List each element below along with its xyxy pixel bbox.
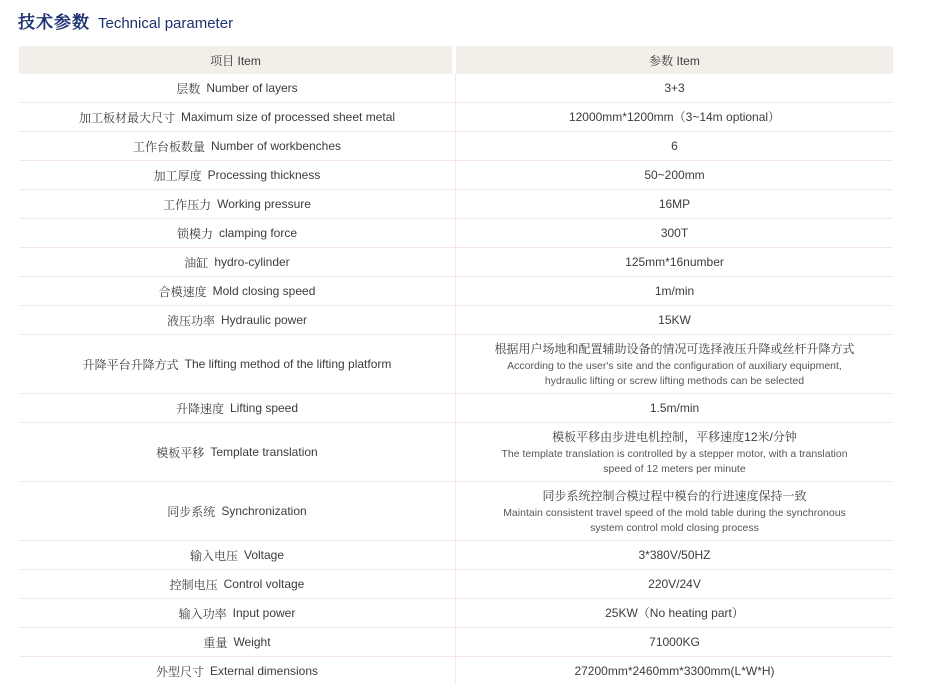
value-text: 3*380V/50HZ xyxy=(638,547,711,562)
table-row xyxy=(19,570,893,599)
value-cell xyxy=(456,423,893,481)
value-cell xyxy=(456,248,893,276)
item-cell xyxy=(19,161,456,189)
value-text: 71000KG xyxy=(649,634,700,649)
table-row xyxy=(19,74,893,103)
item-cell xyxy=(19,132,456,160)
table-row xyxy=(19,335,893,394)
item-label-en: Voltage xyxy=(243,548,285,562)
table-row xyxy=(19,161,893,190)
table-row xyxy=(19,599,893,628)
page-title xyxy=(18,8,947,33)
item-cell xyxy=(19,482,456,540)
item-label-en: Synchronization xyxy=(221,504,307,518)
item-label-en: Weight xyxy=(233,635,271,649)
value-text: 15KW xyxy=(658,312,691,327)
table-row xyxy=(19,277,893,306)
table-row xyxy=(19,190,893,219)
header-item-cell: 项目 Item xyxy=(19,46,452,74)
item-cell xyxy=(19,423,456,481)
item-label-zh: 输入电压 xyxy=(189,548,238,563)
item-label-zh: 升降平台升降方式 xyxy=(82,357,179,372)
value-text: 6 xyxy=(671,138,678,153)
value-cell xyxy=(456,335,893,393)
item-label-zh: 控制电压 xyxy=(169,577,218,592)
value-text: 1m/min xyxy=(654,283,695,298)
item-label-en: Hydraulic power xyxy=(220,313,308,327)
item-cell xyxy=(19,628,456,656)
item-label-en: clamping force xyxy=(218,226,298,240)
value-cell xyxy=(456,394,893,422)
item-label-en: Control voltage xyxy=(223,577,305,591)
table-row xyxy=(19,628,893,657)
value-line-zh: 同步系统控制合模过程中模台的行进速度保持一致 xyxy=(542,488,807,503)
item-cell xyxy=(19,277,456,305)
value-cell xyxy=(456,599,893,627)
item-label-zh: 合模速度 xyxy=(158,284,207,299)
table-row xyxy=(19,657,893,685)
table-row xyxy=(19,394,893,423)
technical-parameter-table xyxy=(19,46,893,685)
value-cell xyxy=(456,161,893,189)
value-cell xyxy=(456,132,893,160)
value-line-en: Maintain consistent travel speed of the mold table during the synchronous xyxy=(503,506,846,519)
table-row xyxy=(19,541,893,570)
value-line-en: According to the user's site and the configuration of auxiliary equipment, xyxy=(507,359,842,372)
item-cell xyxy=(19,219,456,247)
item-cell xyxy=(19,74,456,102)
item-label-zh: 锁模力 xyxy=(176,226,213,241)
item-label-en: Working pressure xyxy=(217,197,311,211)
item-label-zh: 工作压力 xyxy=(163,197,212,212)
item-label-en: Template translation xyxy=(210,445,318,459)
item-label-en: The lifting method of the lifting platform xyxy=(184,357,392,371)
value-cell xyxy=(456,541,893,569)
item-cell xyxy=(19,190,456,218)
value-cell xyxy=(456,306,893,334)
item-label-zh: 升降速度 xyxy=(175,401,224,416)
value-cell xyxy=(456,74,893,102)
value-text: 220V/24V xyxy=(648,576,701,591)
item-label-zh: 工作台板数量 xyxy=(132,139,205,154)
item-label-zh: 外型尺寸 xyxy=(155,664,204,679)
value-text: 300T xyxy=(660,225,689,240)
item-label-zh: 加工厚度 xyxy=(153,168,202,183)
item-label-en: hydro-cylinder xyxy=(214,255,290,269)
item-cell xyxy=(19,103,456,131)
item-label-zh: 重量 xyxy=(203,635,228,650)
value-text: 50~200mm xyxy=(644,167,705,182)
item-label-zh: 模板平移 xyxy=(156,445,205,460)
table-row xyxy=(19,219,893,248)
value-text: 12000mm*1200mm（3~14m optional） xyxy=(568,109,781,124)
table-row xyxy=(19,423,893,482)
table-row xyxy=(19,248,893,277)
item-label-zh: 输入功率 xyxy=(178,606,227,621)
item-cell xyxy=(19,541,456,569)
item-label-zh: 加工板材最大尺寸 xyxy=(78,110,175,125)
table-header-row xyxy=(19,46,893,74)
item-label-en: Mold closing speed xyxy=(212,284,316,298)
value-line-zh: 模板平移由步进电机控制，平移速度12米/分钟 xyxy=(552,429,797,444)
item-cell xyxy=(19,306,456,334)
header-value-cell: 参数 Item xyxy=(456,46,893,74)
table-row xyxy=(19,482,893,541)
value-cell xyxy=(456,628,893,656)
value-line-zh: 根据用户场地和配置辅助设备的情况可选择液压升降或丝杆升降方式 xyxy=(494,341,855,356)
value-cell xyxy=(456,277,893,305)
value-line-en: system control mold closing process xyxy=(590,521,759,534)
item-cell xyxy=(19,335,456,393)
item-label-zh: 油缸 xyxy=(184,255,209,270)
item-label-en: Input power xyxy=(232,606,296,620)
value-line-en: hydraulic lifting or screw lifting methods can be selected xyxy=(544,374,805,387)
value-cell xyxy=(456,219,893,247)
item-label-en: Processing thickness xyxy=(207,168,321,182)
value-text: 3+3 xyxy=(664,80,685,95)
value-text: 25KW（No heating part） xyxy=(605,605,744,620)
table-row xyxy=(19,306,893,335)
item-label-en: Lifting speed xyxy=(229,401,299,415)
item-label-zh: 液压功率 xyxy=(166,313,215,328)
value-cell xyxy=(456,570,893,598)
value-text: 125mm*16number xyxy=(625,254,724,269)
table-rows xyxy=(19,74,893,685)
value-cell xyxy=(456,190,893,218)
table-row xyxy=(19,103,893,132)
item-label-zh: 层数 xyxy=(176,81,201,96)
item-cell xyxy=(19,599,456,627)
page-title-en: Technical parameter xyxy=(98,15,234,32)
value-text: 27200mm*2460mm*3300mm(L*W*H) xyxy=(574,663,775,678)
item-cell xyxy=(19,570,456,598)
value-cell xyxy=(456,103,893,131)
value-cell xyxy=(456,657,893,685)
item-label-en: Number of layers xyxy=(206,81,298,95)
item-label-en: Number of workbenches xyxy=(210,139,342,153)
item-cell xyxy=(19,657,456,685)
value-line-en: speed of 12 meters per minute xyxy=(603,462,746,475)
page-title-zh: 技术参数 xyxy=(18,13,90,32)
item-label-zh: 同步系统 xyxy=(167,504,216,519)
item-cell xyxy=(19,394,456,422)
value-text: 16MP xyxy=(658,196,691,211)
value-cell xyxy=(456,482,893,540)
table-row xyxy=(19,132,893,161)
item-label-en: Maximum size of processed sheet metal xyxy=(180,110,396,124)
item-label-en: External dimensions xyxy=(209,664,319,678)
value-line-en: The template translation is controlled by a stepper motor, with a translation xyxy=(501,447,848,460)
item-cell xyxy=(19,248,456,276)
value-text: 1.5m/min xyxy=(649,400,700,415)
